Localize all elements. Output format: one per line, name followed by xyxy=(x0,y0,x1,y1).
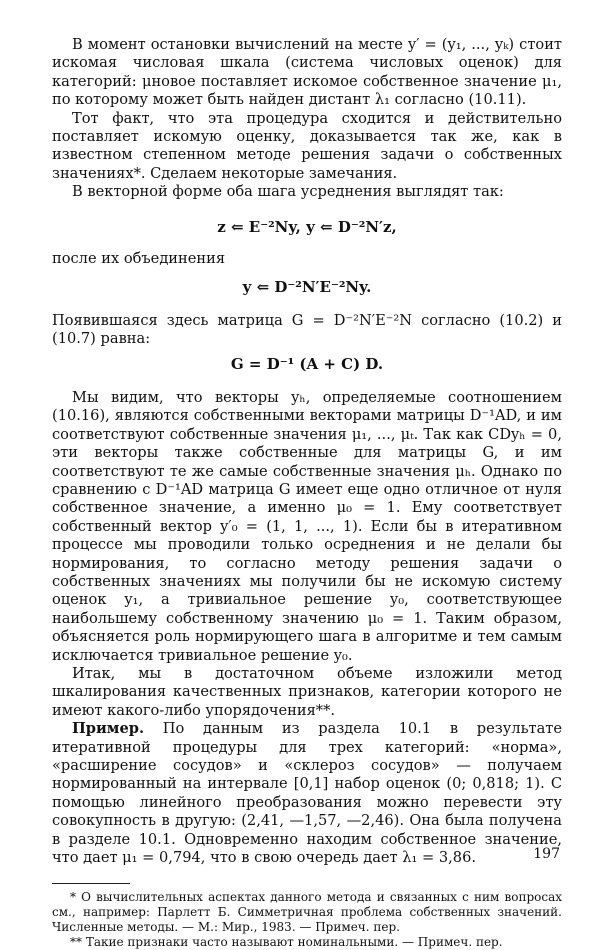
paragraph-convergence: Тот факт, что эта процедура сходится и действительно поставляет искомую оценку, доказывается так же, как в известном степенном методе решения задачи о собственных значениях*. Сделаем некоторые замечания. xyxy=(52,109,562,182)
paragraph-matrix-g: Появившаяся здесь матрица G = D⁻²N′E⁻²N согласно (10.2) и (10.7) равна: xyxy=(52,312,562,348)
paragraph-eigenvectors: Мы видим, что векторы yₕ, определяемые соотношением (10.16), являются собственными векторами матрицы D⁻¹AD, и им соответствуют собственные значения μ₁, ..., μₜ. Так как CDyₕ = 0, эти векторы также собственные для матрицы G, и им соответствуют те же самые собственные значения μₕ. Однако по сравнению с D⁻¹AD матрица G имеет еще одно отличное от нуля собственное значение, а именно μ₀ = 1. Ему соответствует собственный вектор y′₀ = (1, 1, ..., 1). Если бы в итеративном процессе мы проводили только осреднения и не делали бы нормирования, то согласно методу решения задачи о собственных значениях мы получили бы не искомую систему оценок y₁, а тривиальное решение y₀, соответствующее наибольшему собственному значению μ₀ = 1. Таким образом, объясняется роль нормирующего шага в алгоритме и тем самым исключается тривиальное решение y₀. xyxy=(52,388,562,664)
paragraph-example xyxy=(52,720,562,867)
equation-combined: y ⇐ D⁻²N′E⁻²Ny. xyxy=(242,278,372,297)
page-number: 197 xyxy=(533,846,560,862)
equation-averaging-steps: z ⇐ E⁻²Ny, y ⇐ D⁻²N′z, xyxy=(217,217,397,236)
example-text: По данным из раздела 10.1 в результате итеративной процедуры для трех категорий: «норма», «расширение сосудов» и «склероз сосудов» — получаем нормированный на интервале [0,1] набор оценок (0; 0,818; 1). С помощью линейного преобразования можно перевести эту совокупность в другую: (2,41, —1,57, —2,46). Она была получена в разделе 10.1. Одновременно находим собственное значение, что дает μ₁ = 0,794, что в свою очередь дает λ₁ = 3,86. xyxy=(52,720,562,867)
paragraph-after-union: после их объединения xyxy=(52,249,226,267)
footnote-2: ** Такие признаки часто называют номинальными. — Примеч. пер. xyxy=(70,935,503,950)
footnote-divider xyxy=(52,883,130,884)
paragraph-stop-condition: В момент остановки вычислений на месте y′ = (y₁, ..., yₖ) стоит искомая числовая шкала (система числовых оценок) для категорий: μновое поставляет искомое собственное значение μ₁, по которому может быть найден дистант λ₁ согласно (10.11). xyxy=(52,36,562,109)
paragraph-vector-form: В векторной форме оба шага усреднения выглядят так: xyxy=(72,183,504,201)
paragraph-summary: Итак, мы в достаточном объеме изложили метод шкалирования качественных признаков, категории которого не имеют какого-либо упорядочения**. xyxy=(52,664,562,719)
equation-matrix-g: G = D⁻¹ (A + C) D. xyxy=(230,354,384,373)
footnote-1: * О вычислительных аспектах данного метода и связанных с ним вопросах см., например: Парлетт Б. Симметричная проблема собственных значений. Численные методы. — М.: Мир., 1983. — Примеч. пер. xyxy=(52,890,562,935)
example-lead: Пример. xyxy=(72,720,145,738)
